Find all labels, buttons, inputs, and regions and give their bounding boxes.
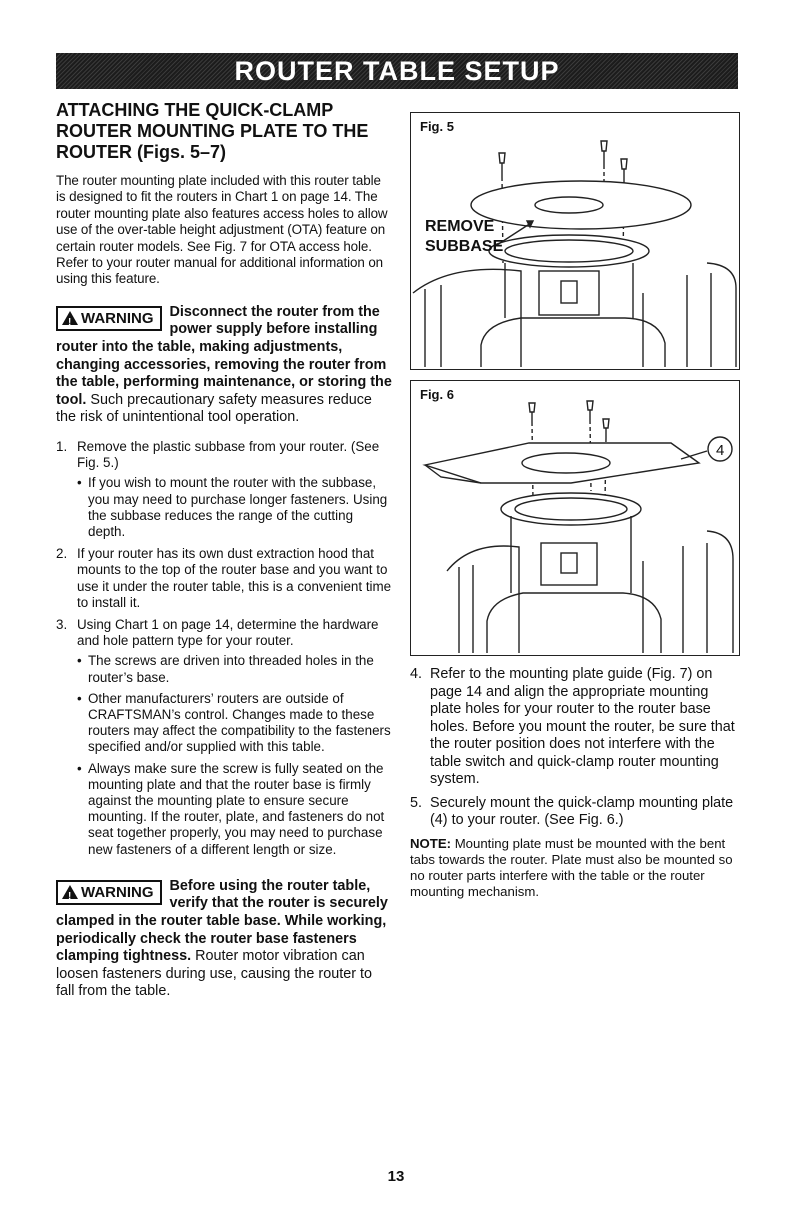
warning-bold-text: Before using the router table, verify that the router is securely clamped in the router table base. While working, periodically check the router base fasteners clamping tightness. xyxy=(56,877,388,965)
warning-badge xyxy=(56,880,162,905)
note-label: NOTE: xyxy=(410,835,452,851)
intro-paragraph: The router mounting plate included with this router table is designed to fit the routers in Chart 1 on page 14. The router mounting plate also features access holes to allow use of the over-table height adjustment (OTA) feature on certain router models. See Fig. 7 for OTA access hole. Refer to your router manual for additional information on using this feature. xyxy=(56,173,388,287)
step-item xyxy=(56,546,392,611)
step-bullets xyxy=(77,475,392,540)
callout-remove: REMOVE xyxy=(425,218,495,235)
warning-bold-text: Disconnect the router from the power supply before installing router into the table, making adjustments, changing accessories, removing the router from the table, performing maintenance, or storing the tool. xyxy=(56,303,392,408)
bullet-item: • Always make sure the screw is fully seated on the mounting plate and that the router base is firmly against the mounting plate to ensure secure mounting. If the router, plate, and fasteners do not seat together properly, you may need to purchase new fasteners of a different length or size. xyxy=(77,761,392,858)
page-number: 13 xyxy=(387,1168,405,1185)
page-banner xyxy=(56,53,738,89)
figure-label: Fig. 6 xyxy=(420,387,454,402)
screw-icon xyxy=(529,401,609,438)
warning-text: Such precautionary safety measures reduce the risk of unintentional tool operation. xyxy=(56,391,372,426)
step-text: If your router has its own dust extraction hood that mounts to the top of the router base and you want to use it under the router table, this is a convenient time to install it. xyxy=(77,546,392,610)
callout-subbase: SUBBASE xyxy=(425,238,504,255)
step-number: 4. xyxy=(410,666,423,682)
section-heading: ATTACHING THE QUICK-CLAMP ROUTER MOUNTING PLATE TO THE ROUTER (Figs. 5–7) xyxy=(56,100,369,162)
bullet-item: • The screws are driven into threaded holes in the router’s base. xyxy=(77,653,392,685)
banner-title: ROUTER TABLE SETUP xyxy=(234,55,560,86)
figure-5 xyxy=(410,112,740,370)
step-number: 2. xyxy=(56,546,68,562)
step-bullets xyxy=(77,653,392,857)
warning-badge-label: WARNING xyxy=(81,883,154,901)
step-text: Remove the plastic subbase from your router. (See Fig. 5.) xyxy=(77,439,380,471)
step-number: 3. xyxy=(56,617,68,633)
router-subbase-illustration xyxy=(411,113,738,368)
left-column xyxy=(56,100,392,1001)
figure-6 xyxy=(410,380,740,656)
screw-icon xyxy=(499,141,627,183)
figure-label: Fig. 5 xyxy=(420,119,454,134)
step-item xyxy=(410,795,740,830)
step-text: Refer to the mounting plate guide (Fig. 7) on page 14 and align the appropriate mounting plate holes for your router to the router base holes. Before you mount the router, be sure that the router position does not interfere with the table switch and quick-clamp router mounting system. xyxy=(430,666,735,787)
step-item xyxy=(410,666,740,789)
step-item xyxy=(56,617,392,858)
bullet-item: • Other manufacturers’ routers are outside of CRAFTSMAN’s control. Changes made to these routers may affect the compatibility to the fasteners specified and/or supplied with this table. xyxy=(77,691,392,756)
step-number: 5. xyxy=(410,794,423,811)
step-text: Securely mount the quick-clamp mounting plate (4) to your router. (See Fig. 6.) xyxy=(430,794,734,828)
warning-triangle-icon xyxy=(62,885,78,899)
step-text: Using Chart 1 on page 14, determine the hardware and hole pattern type for your router. xyxy=(77,617,379,649)
step-number: 1. xyxy=(56,439,68,454)
steps-list xyxy=(56,439,392,858)
step-item xyxy=(56,439,392,540)
warning-badge-label: WARNING xyxy=(81,309,154,327)
callout-4: 4 xyxy=(716,442,725,459)
warning-block-1 xyxy=(56,304,392,427)
warning-text: Router motor vibration can loosen fasteners during use, causing the router to fall from the table. xyxy=(56,948,372,1000)
warning-block-2 xyxy=(56,878,392,1001)
steps-list-right xyxy=(410,666,740,830)
warning-badge xyxy=(56,306,162,331)
note-paragraph xyxy=(410,836,740,901)
warning-triangle-icon xyxy=(62,311,78,325)
bullet-item: • If you wish to mount the router with the subbase, you may need to purchase longer fasteners. Using the subbase reduces the range of the cutting depth. xyxy=(77,475,392,540)
note-text: Mounting plate must be mounted with the bent tabs towards the router. Plate must also be mounted so no router parts interfere with the table or the router mounting mechanism. xyxy=(410,835,733,900)
mounting-plate-illustration xyxy=(411,381,738,654)
right-column xyxy=(410,112,740,900)
